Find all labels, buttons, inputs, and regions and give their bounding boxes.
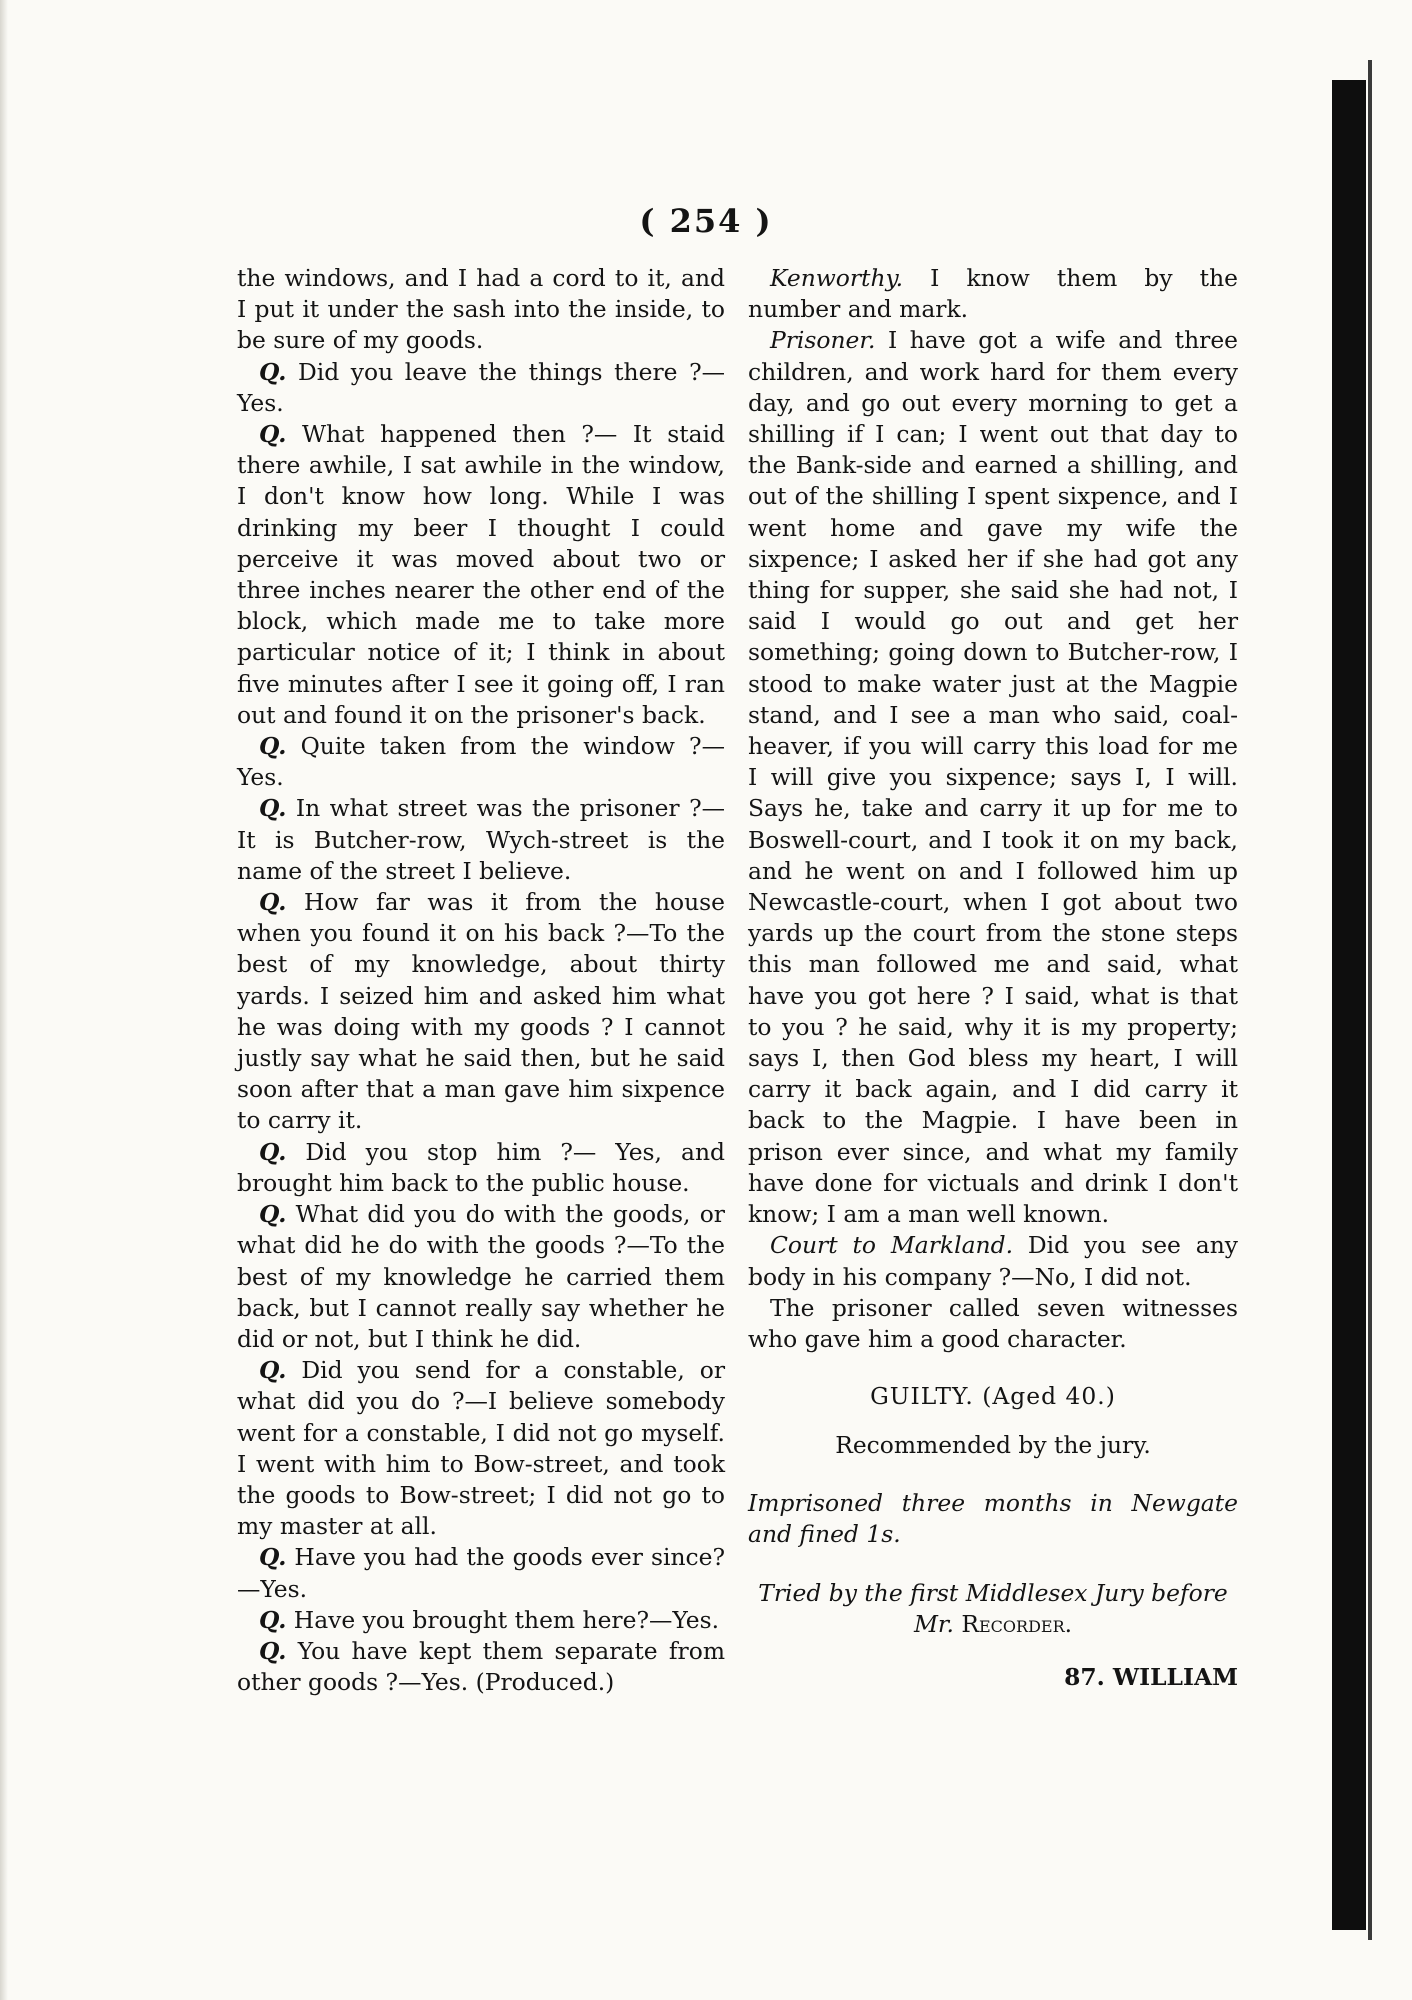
qa-paragraph: Q. Did you send for a constable, or what did you do ?—I believe somebody went for a constable, I did not go myself. I went with him to Bow-street, and took the goods to Bow-street; I did not go to my master at all. bbox=[237, 1356, 725, 1541]
testimony-kenworthy: Kenworthy. I know them by the number and mark. bbox=[748, 264, 1238, 324]
binding-edge bbox=[1368, 60, 1372, 1940]
qa-paragraph: Q. Did you stop him ?— Yes, and brought him back to the public house. bbox=[237, 1137, 726, 1197]
qa-paragraph: Q. Quite taken from the window ?—Yes. bbox=[237, 732, 725, 792]
qa-paragraph: Q. How far was it from the house when you found it on his back ?—To the best of my knowledge, about thirty yards. I seized him and asked him what he was doing with my goods ? I cannot justly say what he said then, but he said soon after that a man gave him sixpence to carry it. bbox=[237, 888, 725, 1135]
jury-recommendation: Recommended by the jury. bbox=[835, 1431, 1151, 1460]
qa-paragraph: Q. What happened then ?— It staid there awhile, I sat awhile in the window, I don't know how long. While I was drinking my beer I thought I could perceive it was moved about two or three inches nearer the other end of the block, which made me to take more particular notice of it; I think in about five minutes after I see it going off, I ran out and found it on the prisoner's back. bbox=[237, 420, 726, 729]
right-column bbox=[748, 263, 1238, 1694]
qa-paragraph: Q. What did you do with the goods, or what did he do with the goods ?—To the best of my knowledge he carried them back, but I cannot really say whether he did or not, but I think he did. bbox=[237, 1200, 725, 1353]
page-edge-shadow bbox=[0, 0, 8, 2000]
recorder-line: Mr. Recorder. bbox=[913, 1610, 1073, 1639]
page-number: ( 254 ) bbox=[639, 202, 773, 240]
verdict: GUILTY. (Aged 40.) bbox=[870, 1382, 1116, 1411]
binding-shadow bbox=[1332, 80, 1366, 1930]
sentence: Imprisoned three months in Newgate and fined 1s. bbox=[748, 1488, 1238, 1548]
qa-paragraph: Q. You have kept them separate from other goods ?—Yes. (Produced.) bbox=[237, 1636, 725, 1697]
qa-paragraph: Q. Have you had the goods ever since? —Yes. bbox=[237, 1543, 726, 1603]
qa-paragraph: Q. Have you brought them here?—Yes. bbox=[259, 1605, 720, 1634]
catchword: 87. WILLIAM bbox=[1064, 1663, 1238, 1692]
qa-paragraph: Q. Did you leave the things there ?—Yes. bbox=[237, 357, 726, 417]
paragraph: the windows, and I had a cord to it, and I put it under the sash into the inside, to be sure of my goods. bbox=[237, 264, 725, 355]
testimony-court: Court to Markland. Did you see any body in his company ?—No, I did not. bbox=[748, 1231, 1238, 1291]
witnesses-note: The prisoner called seven witnesses who gave him a good character. bbox=[748, 1293, 1238, 1353]
left-column bbox=[237, 263, 725, 1698]
qa-paragraph: Q. In what street was the prisoner ?—It is Butcher-row, Wych-street is the name of the street I believe. bbox=[237, 794, 725, 885]
tried-by-line: Tried by the first Middlesex Jury before bbox=[758, 1578, 1228, 1607]
testimony-prisoner: Prisoner. I have got a wife and three children, and work hard for them every day, and go out every morning to get a shilling if I can; I went out that day to the Bank-side and earned a shilling, and out of the shilling I spent sixpence, and I went home and gave my wife the sixpence; I asked her if she had got any thing for supper, she said she had not, I said I would go out and get her something; going down to Butcher-row, I stood to make water just at the Magpie stand, and I see a man who said, coal-heaver, if you will carry this load for me I will give you sixpence; says I, I will. Says he, take and carry it up for me to Boswell-court, and I took it on my back, and he went on and I followed him up Newcastle-court, when I got about two yards up the court from the stone steps this man followed me and said, what have you got here ? I said, what is that to you ? he said, why it is my property; says I, then God bless my heart, I will carry it back again, and I did carry it back to the Magpie. I have been in prison ever since, and what my family have done for victuals and drink I don't know; I am a man well known. bbox=[748, 326, 1239, 1229]
